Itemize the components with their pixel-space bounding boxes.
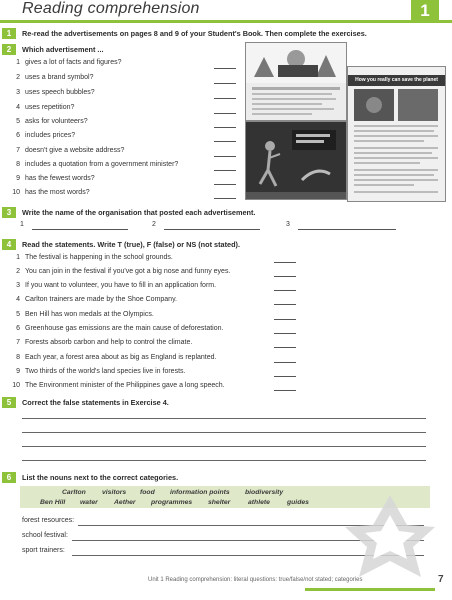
ex4-item: 4 Carlton trainers are made by the Shoe Company. bbox=[16, 296, 178, 303]
tf-answer-blank[interactable] bbox=[274, 304, 296, 305]
page-number: 7 bbox=[438, 574, 444, 585]
word-bank-item: athlete bbox=[248, 499, 270, 506]
exercise-3-instruction: Write the name of the organisation that posted each advertisement. bbox=[22, 208, 256, 217]
word-bank-item: Ben Hill bbox=[40, 499, 66, 506]
ex4-item: 1 The festival is happening in the school grounds. bbox=[16, 254, 173, 261]
tf-answer-blank[interactable] bbox=[274, 333, 296, 334]
tf-answer-blank[interactable] bbox=[274, 347, 296, 348]
exercise-3-number: 3 bbox=[2, 207, 16, 218]
writing-line[interactable] bbox=[22, 418, 426, 419]
festival-advert-thumbnail bbox=[245, 42, 347, 121]
tf-answer-blank[interactable] bbox=[274, 376, 296, 377]
exercise-6-number: 6 bbox=[2, 472, 16, 483]
ex3-answer-blank[interactable] bbox=[298, 229, 396, 230]
ex2-item: 3 uses speech bubbles? bbox=[16, 89, 95, 96]
word-bank-item: food bbox=[140, 489, 155, 496]
unit-number-badge: 1 bbox=[411, 0, 439, 22]
answer-blank[interactable] bbox=[214, 141, 236, 142]
answer-blank[interactable] bbox=[214, 127, 236, 128]
exercise-4-number: 4 bbox=[2, 239, 16, 250]
writing-line[interactable] bbox=[22, 460, 426, 461]
planet-advert-thumbnail bbox=[347, 66, 446, 202]
exercise-5-instruction: Correct the false statements in Exercise 4. bbox=[22, 398, 169, 407]
tf-answer-blank[interactable] bbox=[274, 362, 296, 363]
festival-advert-illustration bbox=[246, 43, 346, 120]
ex2-item: 4 uses repetition? bbox=[16, 104, 75, 111]
answer-blank[interactable] bbox=[214, 184, 236, 185]
header-rule bbox=[0, 20, 452, 23]
answer-blank[interactable] bbox=[214, 83, 236, 84]
ex4-item: 2 You can join in the festival if you've got a big nose and funny eyes. bbox=[16, 268, 231, 275]
ex3-blank-number: 2 bbox=[152, 221, 156, 228]
ex4-item: 6 Greenhouse gas emissions are the main cause of deforestation. bbox=[16, 325, 224, 332]
ex2-item: 5 asks for volunteers? bbox=[16, 118, 88, 125]
ex2-item: 1 gives a lot of facts and figures? bbox=[16, 59, 122, 66]
word-bank-item: Aether bbox=[114, 499, 136, 506]
exercise-1-number: 1 bbox=[2, 28, 16, 39]
ex3-answer-blank[interactable] bbox=[164, 229, 260, 230]
footer-text: Unit 1 Reading comprehension: literal questions: true/false/not stated; categories bbox=[148, 577, 363, 583]
ex2-item: 7 doesn't give a website address? bbox=[16, 147, 125, 154]
watermark-icon bbox=[335, 485, 445, 585]
exercise-4-instruction: Read the statements. Write T (true), F (false) or NS (not stated). bbox=[22, 240, 240, 249]
word-bank-item: guides bbox=[287, 499, 309, 506]
answer-blank[interactable] bbox=[214, 170, 236, 171]
writing-line[interactable] bbox=[22, 432, 426, 433]
word-bank-item: biodiversity bbox=[245, 489, 284, 496]
exercise-5-number: 5 bbox=[2, 397, 16, 408]
ex4-item: 8 Each year, a forest area about as big as England is replanted. bbox=[16, 354, 217, 361]
word-bank-item: Carlton bbox=[62, 489, 86, 496]
tf-answer-blank[interactable] bbox=[274, 390, 296, 391]
category-label: school festival: bbox=[22, 532, 68, 539]
ex2-item: 9 has the fewest words? bbox=[16, 175, 95, 182]
tf-answer-blank[interactable] bbox=[274, 319, 296, 320]
exercise-6-instruction: List the nouns next to the correct categories. bbox=[22, 473, 179, 482]
ex2-item: 8 includes a quotation from a government minister? bbox=[16, 161, 179, 168]
page-title: Reading comprehension bbox=[22, 0, 200, 17]
exercise-1-instruction: Re-read the advertisements on pages 8 and 9 of your Student's Book. Then complete the exercises. bbox=[22, 29, 367, 38]
answer-blank[interactable] bbox=[214, 113, 236, 114]
footer-rule bbox=[305, 588, 435, 591]
ex2-item: 6 includes prices? bbox=[16, 132, 76, 139]
trainers-advert-thumbnail bbox=[245, 121, 347, 200]
exercise-2-number: 2 bbox=[2, 44, 16, 55]
answer-blank[interactable] bbox=[214, 156, 236, 157]
tf-answer-blank[interactable] bbox=[274, 276, 296, 277]
planet-advert-heading: How you really can save the planet bbox=[348, 75, 445, 86]
ex4-item: 7 Forests absorb carbon and help to control the climate. bbox=[16, 339, 193, 346]
ex3-blank-number: 3 bbox=[286, 221, 290, 228]
tf-answer-blank[interactable] bbox=[274, 262, 296, 263]
ex2-item: 10 has the most words? bbox=[12, 189, 90, 196]
word-bank-item: visitors bbox=[102, 489, 127, 496]
word-bank-item: shelter bbox=[208, 499, 231, 506]
ex4-item: 9 Two thirds of the world's land species live in forests. bbox=[16, 368, 186, 375]
answer-blank[interactable] bbox=[214, 98, 236, 99]
tf-answer-blank[interactable] bbox=[274, 290, 296, 291]
ex3-blank-number: 1 bbox=[20, 221, 24, 228]
exercise-2-instruction: Which advertisement ... bbox=[22, 45, 104, 54]
category-label: forest resources: bbox=[22, 517, 75, 524]
word-bank-item: information points bbox=[170, 489, 230, 496]
trainers-advert-illustration bbox=[246, 122, 346, 199]
answer-blank[interactable] bbox=[214, 68, 236, 69]
ex4-item: 5 Ben Hill has won medals at the Olympics. bbox=[16, 311, 154, 318]
ex3-answer-blank[interactable] bbox=[32, 229, 128, 230]
planet-advert-illustration bbox=[348, 67, 445, 201]
ex4-item: 10 The Environment minister of the Philippines gave a long speech. bbox=[12, 382, 225, 389]
ex4-item: 3 If you want to volunteer, you have to fill in an application form. bbox=[16, 282, 217, 289]
ex2-item: 2 uses a brand symbol? bbox=[16, 74, 94, 81]
word-bank-item: programmes bbox=[151, 499, 193, 506]
word-bank-item: water bbox=[80, 499, 98, 506]
category-label: sport trainers: bbox=[22, 547, 65, 554]
answer-blank[interactable] bbox=[214, 198, 236, 199]
writing-line[interactable] bbox=[22, 446, 426, 447]
